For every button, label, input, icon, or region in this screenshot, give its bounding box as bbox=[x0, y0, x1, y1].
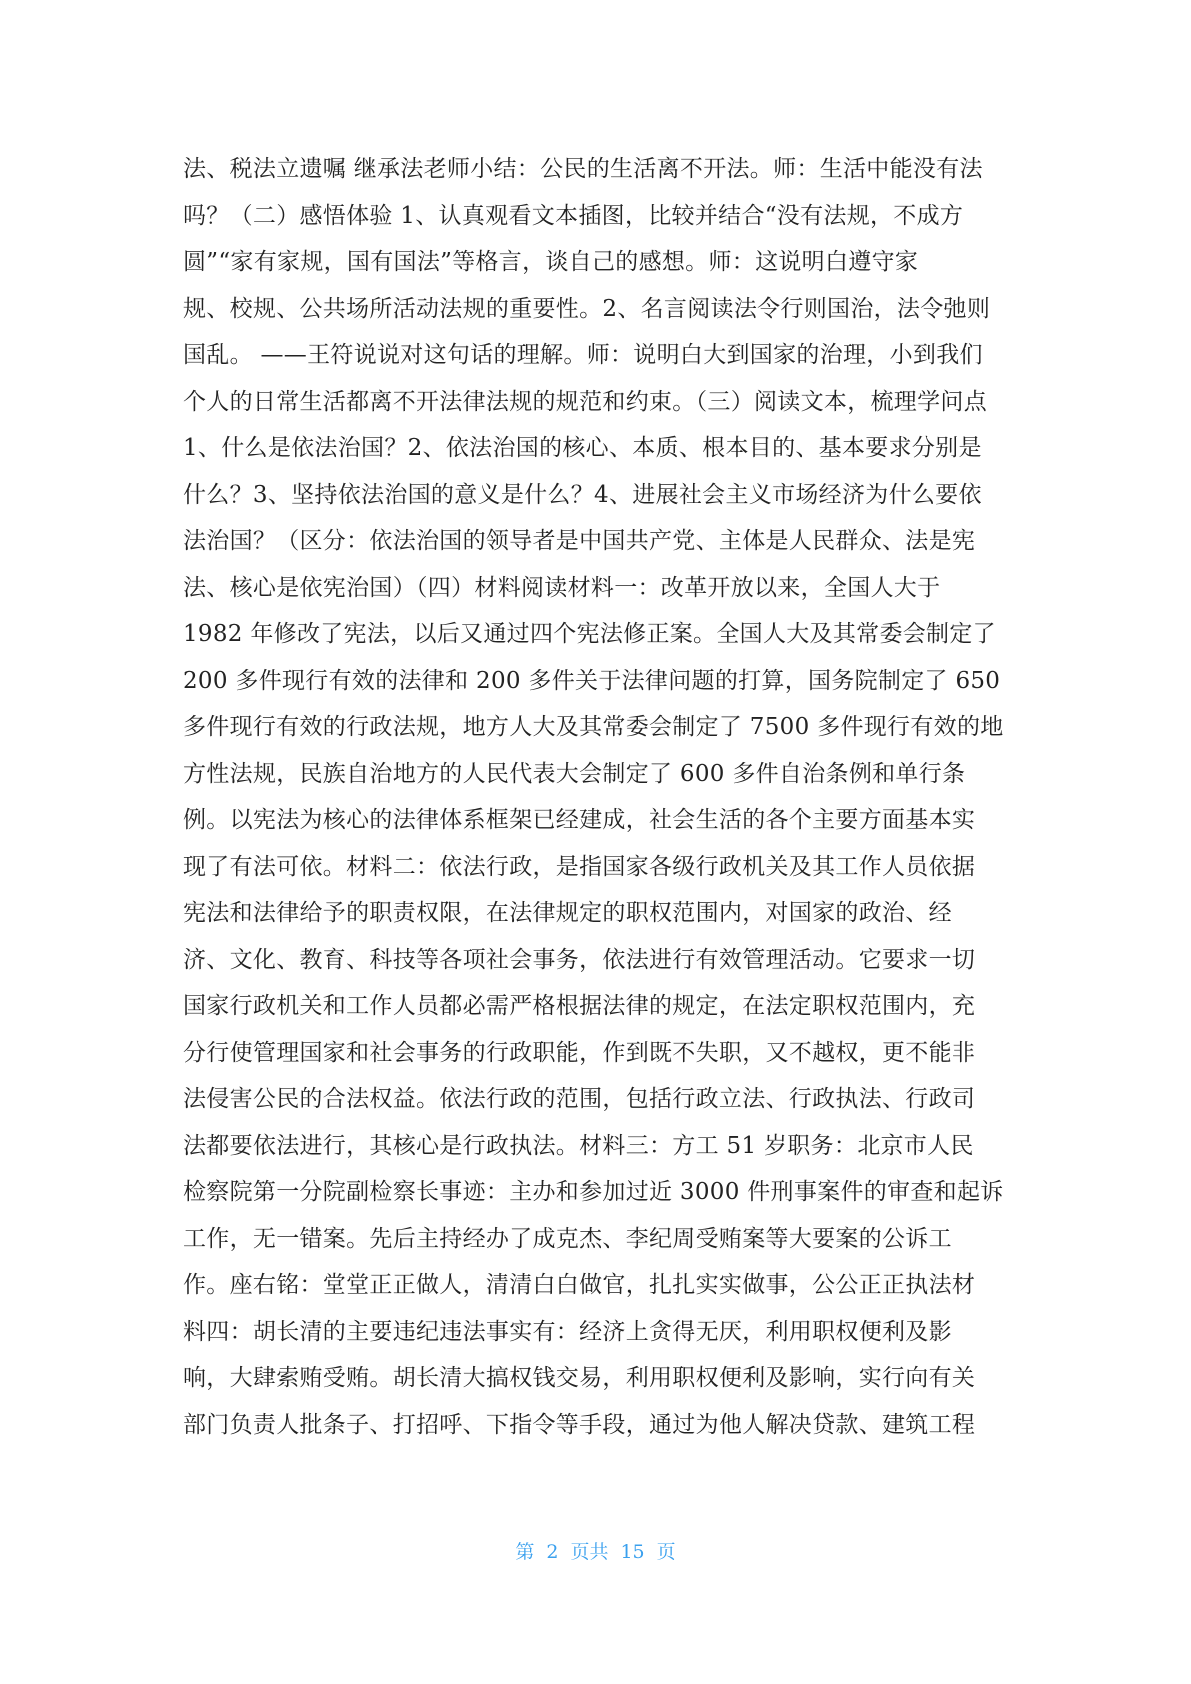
page-label-mid: 页共 bbox=[570, 1541, 609, 1563]
text-line: 圆”“家有家规，国有国法”等格言，谈自己的感想。师：这说明白遵守家 bbox=[183, 249, 919, 275]
page-footer bbox=[0, 1537, 1191, 1564]
text-line: 响，大肆索贿受贿。胡长清大搞权钱交易，利用职权便利及影响，实行向有关 bbox=[183, 1365, 976, 1391]
text-line: 法都要依法进行，其核心是行政执法。材料三：方工 51 岁职务：北京市人民 bbox=[183, 1132, 974, 1159]
text-line: 法治国？（区分：依法治国的领导者是中国共产党、主体是人民群众、法是宪 bbox=[183, 528, 976, 554]
text-line: 分行使管理国家和社会事务的行政职能，作到既不失职，又不越权，更不能非 bbox=[183, 1039, 976, 1066]
text-line: 现了有法可依。材料二：依法行政，是指国家各级行政机关及其工作人员依据 bbox=[183, 853, 976, 880]
text-line: 部门负责人批条子、打招呼、下指令等手段，通过为他人解决贷款、建筑工程 bbox=[183, 1411, 976, 1438]
text-line: 法、核心是依宪治国）（四）材料阅读材料一：改革开放以来，全国人大于 bbox=[183, 574, 941, 601]
text-line: 例。以宪法为核心的法律体系框架已经建成，社会生活的各个主要方面基本实 bbox=[183, 807, 976, 833]
text-line: 国家行政机关和工作人员都必需严格根据法律的规定，在法定职权范围内，充 bbox=[183, 993, 976, 1019]
text-line: 方性法规，民族自治地方的人民代表大会制定了 600 多件自治条例和单行条 bbox=[183, 760, 966, 787]
page-label-prefix: 第 bbox=[515, 1541, 535, 1563]
text-line: 多件现行有效的行政法规，地方人大及其常委会制定了 7500 多件现行有效的地 bbox=[183, 714, 1004, 740]
text-line: 作。座右铭：堂堂正正做人，清清白白做官，扎扎实实做事，公公正正执法材 bbox=[183, 1272, 976, 1298]
body-text bbox=[183, 146, 1023, 1448]
text-line: 工作，无一错案。先后主持经办了成克杰、李纪周受贿案等大要案的公诉工 bbox=[183, 1225, 952, 1252]
total-pages-number: 15 bbox=[620, 1541, 645, 1563]
text-line: 济、文化、教育、科技等各项社会事务，依法进行有效管理活动。它要求一切 bbox=[183, 946, 976, 973]
text-line: 1、什么是依法治国？2、依法治国的核心、本质、根本目的、基本要求分别是 bbox=[183, 435, 982, 461]
text-line: 法、税法立遗嘱 继承法老师小结：公民的生活离不开法。师：生活中能没有法 bbox=[183, 156, 983, 182]
text-line: 料四：胡长清的主要违纪违法事实有：经济上贪得无厌，利用职权便利及影 bbox=[183, 1318, 952, 1345]
text-line: 1982 年修改了宪法，以后又通过四个宪法修正案。全国人大及其常委会制定了 bbox=[183, 621, 996, 647]
text-line: 检察院第一分院副检察长事迹：主办和参加过近 3000 件刑事案件的审查和起诉 bbox=[183, 1179, 1004, 1205]
text-line: 法侵害公民的合法权益。依法行政的范围，包括行政立法、行政执法、行政司 bbox=[183, 1086, 976, 1112]
text-line: 什么？3、坚持依法治国的意义是什么？4、进展社会主义市场经济为什么要依 bbox=[183, 481, 982, 508]
current-page-number: 2 bbox=[546, 1541, 559, 1563]
page-label-suffix: 页 bbox=[656, 1541, 676, 1563]
text-line: 国乱。 ——王符说说对这句话的理解。师：说明白大到国家的治理，小到我们 bbox=[183, 342, 983, 368]
text-line: 规、校规、公共场所活动法规的重要性。2、名言阅读法令行则国治，法令弛则 bbox=[183, 295, 991, 322]
text-line: 200 多件现行有效的法律和 200 多件关于法律问题的打算，国务院制定了 650 bbox=[183, 667, 1001, 694]
text-line: 吗？（二）感悟体验 1、认真观看文本插图，比较并结合“没有法规，不成方 bbox=[183, 202, 964, 229]
text-line: 个人的日常生活都离不开法律法规的规范和约束。（三）阅读文本，梳理学问点 bbox=[183, 388, 987, 415]
text-line: 宪法和法律给予的职责权限，在法律规定的职权范围内，对国家的政治、经 bbox=[183, 900, 952, 926]
